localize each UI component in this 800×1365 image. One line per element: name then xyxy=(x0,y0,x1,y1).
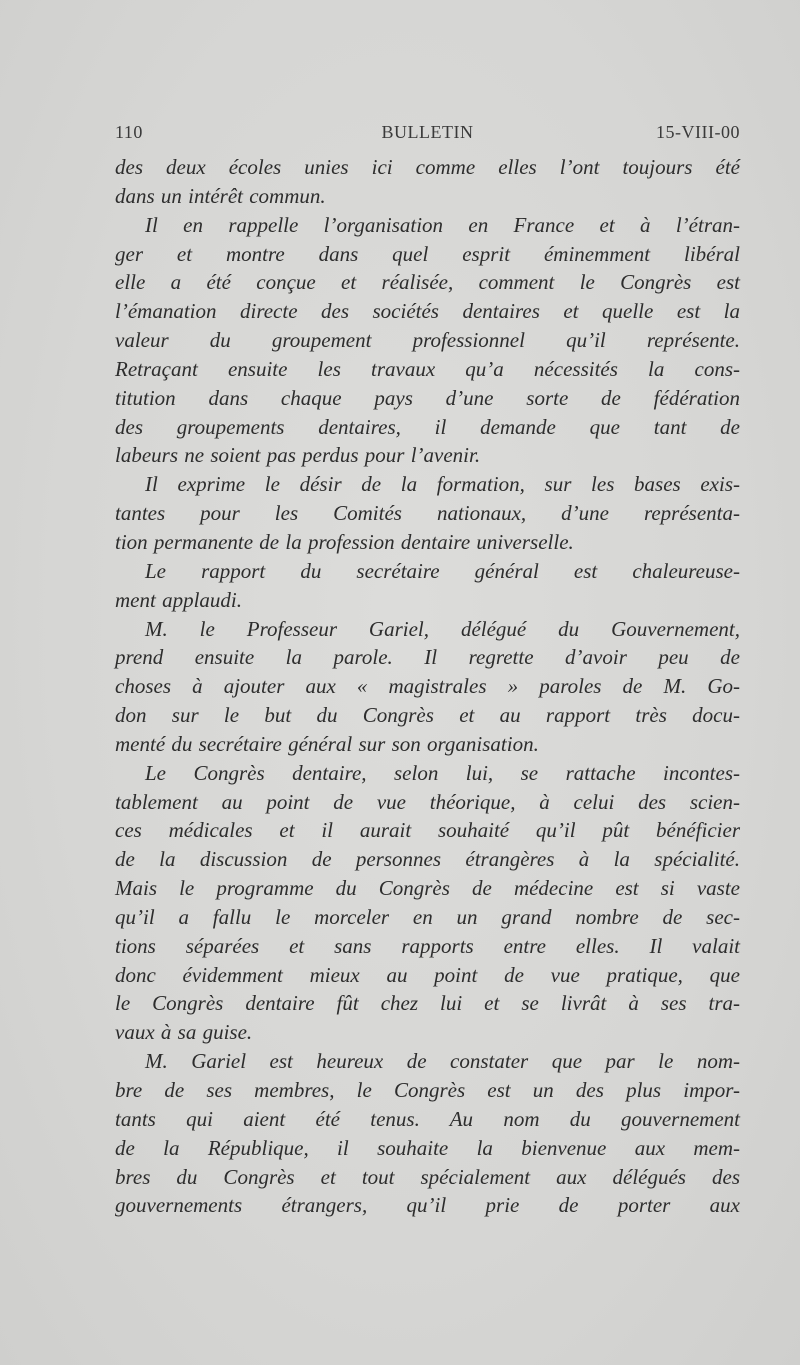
text-line: M. Gariel est heureux de constater que par le nom- xyxy=(145,1049,740,1074)
text-line: bres du Congrès et tout spécialement aux délégués des xyxy=(115,1164,740,1189)
text-line: de la République, il souhaite la bienvenue aux mem- xyxy=(115,1135,740,1160)
text-line: tions séparées et sans rapports entre elles. Il valait xyxy=(115,933,740,958)
text-line: tantes pour les Comités nationaux, d’une représenta- xyxy=(115,501,740,526)
text-line: vaux à sa guise. xyxy=(115,1020,253,1045)
issue-date: 15-VIII-00 xyxy=(656,122,740,142)
text-line: Il exprime le désir de la formation, sur les bases exis- xyxy=(145,472,740,497)
text-line: elle a été conçue et réalisée, comment le Congrès est xyxy=(115,270,740,295)
paragraph xyxy=(115,211,740,471)
text-line: tablement au point de vue théorique, à celui des scien- xyxy=(115,789,740,814)
text-line: tion permanente de la profession dentaire universelle. xyxy=(115,529,574,554)
text-line: prend ensuite la parole. Il regrette d’avoir peu de xyxy=(115,645,740,670)
text-line: Le rapport du secrétaire général est chaleureuse- xyxy=(145,558,740,583)
text-line: donc évidemment mieux au point de vue pratique, que xyxy=(115,962,740,987)
text-line: bre de ses membres, le Congrès est un des plus impor- xyxy=(115,1078,740,1102)
text-line: ment applaudi. xyxy=(115,587,242,612)
text-line: Il en rappelle l’organisation en France et à l’étran- xyxy=(145,212,740,237)
paragraph xyxy=(115,153,740,211)
journal-title: BULLETIN xyxy=(381,122,474,142)
paragraph xyxy=(115,470,740,557)
text-line: tants qui aient été tenus. Au nom du gouvernement xyxy=(115,1106,740,1131)
text-line: labeurs ne soient pas perdus pour l’avenir. xyxy=(115,443,481,468)
text-line: choses à ajouter aux « magistrales » paroles de M. Go- xyxy=(115,674,740,699)
text-line: le Congrès dentaire fût chez lui et se livrât à ses tra- xyxy=(115,991,740,1016)
text-line: titution dans chaque pays d’une sorte de fédération xyxy=(115,385,740,410)
text-line: l’émanation directe des sociétés dentaires et quelle est la xyxy=(115,299,740,324)
text-line: menté du secrétaire général sur son organisation. xyxy=(115,731,539,756)
page-number: 110 xyxy=(115,122,143,142)
text-line: qu’il a fallu le morceler en un grand nombre de sec- xyxy=(115,904,740,929)
text-line: gouvernements étrangers, qu’il prie de porter aux xyxy=(115,1193,740,1218)
text-line: don sur le but du Congrès et au rapport très docu- xyxy=(115,703,740,728)
text-line: Mais le programme du Congrès de médecine est si vaste xyxy=(115,876,740,901)
text-line: dans un intérêt commun. xyxy=(115,183,326,208)
text-line: Le Congrès dentaire, selon lui, se rattache incontes- xyxy=(145,760,740,785)
text-line: valeur du groupement professionnel qu’il représente. xyxy=(115,328,740,353)
text-line: ger et montre dans quel esprit éminemment libéral xyxy=(115,241,740,266)
paragraph xyxy=(115,1047,740,1220)
paragraph xyxy=(115,759,740,1047)
paragraph xyxy=(115,557,740,615)
running-head xyxy=(115,122,740,146)
paragraph xyxy=(115,615,740,759)
text-line: des deux écoles unies ici comme elles l’ont toujours été xyxy=(115,155,740,179)
text-line: ces médicales et il aurait souhaité qu’il pût bénéficier xyxy=(115,818,740,843)
text-line: des groupements dentaires, il demande que tant de xyxy=(115,414,740,439)
body-text xyxy=(115,153,740,1220)
text-line: de la discussion de personnes étrangères à la spécialité. xyxy=(115,847,740,872)
text-line: Retraçant ensuite les travaux qu’a nécessités la cons- xyxy=(115,356,740,381)
text-line: M. le Professeur Gariel, délégué du Gouvernement, xyxy=(145,616,740,641)
